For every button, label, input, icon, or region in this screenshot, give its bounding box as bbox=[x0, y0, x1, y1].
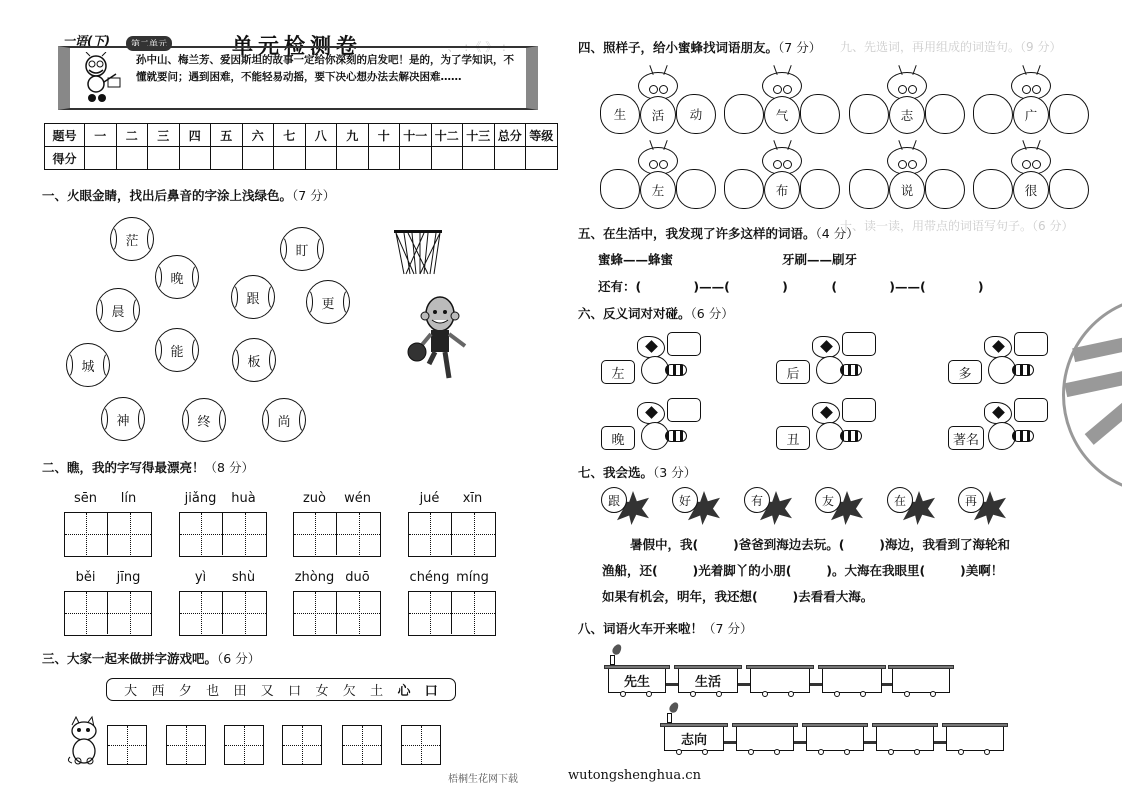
left-flower[interactable] bbox=[973, 169, 1013, 209]
section1-title-text: 一、火眼金睛，找出后鼻音的字涂上浅绿色。 bbox=[42, 188, 293, 203]
column-header: 等级 bbox=[526, 124, 558, 147]
example-word-2: 牙刷——刷牙 bbox=[782, 252, 858, 267]
train-word bbox=[876, 727, 934, 751]
column-header: 总分 bbox=[494, 124, 526, 147]
bee-body-char: 气 bbox=[764, 96, 800, 134]
bleed-through-text: · 、 ：《 》 ： bbox=[440, 40, 514, 54]
basketball-char[interactable] bbox=[280, 227, 324, 271]
raccoon-icon bbox=[812, 402, 840, 424]
left-flower[interactable]: 生 bbox=[600, 94, 640, 134]
train-car[interactable] bbox=[946, 723, 1004, 753]
character-box[interactable] bbox=[401, 725, 441, 765]
column-header: 五 bbox=[211, 124, 243, 147]
bee-body-char: 很 bbox=[1013, 171, 1049, 209]
train-word bbox=[736, 727, 794, 751]
writing-grid[interactable] bbox=[408, 591, 496, 636]
left-flower[interactable] bbox=[973, 94, 1013, 134]
section6-title bbox=[578, 304, 734, 322]
antonym-answer-box[interactable] bbox=[842, 398, 876, 422]
right-flower[interactable] bbox=[925, 169, 965, 209]
train-car[interactable] bbox=[822, 665, 882, 695]
score-cell[interactable] bbox=[431, 147, 463, 170]
score-cell[interactable] bbox=[179, 147, 211, 170]
score-cell[interactable] bbox=[116, 147, 148, 170]
train-car[interactable] bbox=[876, 723, 934, 753]
train-word: 生活 bbox=[678, 669, 738, 693]
section7-title bbox=[578, 463, 696, 481]
antonym-pair bbox=[948, 396, 1058, 452]
score-cell[interactable] bbox=[463, 147, 495, 170]
word-choice[interactable] bbox=[958, 487, 1018, 529]
bee-word-group bbox=[849, 72, 965, 144]
left-flower[interactable] bbox=[849, 94, 889, 134]
page-title: 单元检测卷 bbox=[232, 33, 362, 58]
passage-line-2[interactable]: 渔船，还( )光着脚丫的小朋( )。大海在我眼里( )美啊！ bbox=[602, 563, 1004, 578]
train-word bbox=[946, 727, 1004, 751]
ball-char: 尚 bbox=[277, 411, 290, 430]
section2-points: （8 分） bbox=[204, 460, 254, 475]
radical: 田 bbox=[233, 684, 247, 699]
antonym-word: 左 bbox=[601, 360, 635, 384]
left-flower[interactable] bbox=[724, 169, 764, 209]
pinyin: běi bbox=[75, 570, 96, 585]
character-box[interactable] bbox=[282, 725, 322, 765]
character-box[interactable] bbox=[166, 725, 206, 765]
antonym-word: 多 bbox=[948, 360, 982, 384]
word-choice[interactable] bbox=[887, 487, 947, 529]
section4-title bbox=[578, 38, 821, 56]
bee-word-group bbox=[600, 147, 716, 219]
bee-word-group bbox=[849, 147, 965, 219]
column-header: 三 bbox=[148, 124, 180, 147]
pinyin: lín bbox=[120, 491, 137, 506]
basketball-char[interactable] bbox=[66, 343, 110, 387]
pinyin: zhòng bbox=[294, 570, 335, 585]
coupler bbox=[794, 741, 806, 744]
bee-word-group bbox=[724, 147, 840, 219]
bleed-through-text: 九、先选词，再用组成的词造句。（9 分） bbox=[840, 40, 1062, 54]
score-cell[interactable] bbox=[526, 147, 558, 170]
coupler bbox=[666, 683, 678, 686]
ball-char: 更 bbox=[321, 293, 334, 312]
choice-char: 在 bbox=[887, 487, 913, 513]
word-choice[interactable] bbox=[815, 487, 875, 529]
radical: 心 bbox=[397, 684, 411, 699]
column-header: 一 bbox=[85, 124, 117, 147]
basketball-char[interactable] bbox=[110, 217, 154, 261]
question-number-label: 题号 bbox=[45, 124, 85, 147]
raccoon-icon bbox=[637, 336, 665, 358]
train-word bbox=[892, 669, 950, 693]
raccoon-icon bbox=[984, 402, 1012, 424]
pinyin: míng bbox=[456, 570, 489, 585]
right-flower[interactable]: 动 bbox=[676, 94, 716, 134]
antonym-answer-box[interactable] bbox=[842, 332, 876, 356]
antonym-word: 著名 bbox=[948, 426, 984, 450]
antonym-pair bbox=[601, 396, 711, 452]
pinyin-writing-group bbox=[64, 491, 152, 557]
antonym-pair bbox=[776, 330, 886, 386]
pinyin-writing-group bbox=[293, 491, 381, 557]
bee-body-char: 广 bbox=[1013, 96, 1049, 134]
choice-char: 跟 bbox=[601, 487, 627, 513]
word-choice[interactable] bbox=[672, 487, 732, 529]
basketball-hoop-icon bbox=[394, 230, 444, 276]
basketball-char[interactable] bbox=[101, 397, 145, 441]
bee-body-char: 说 bbox=[889, 171, 925, 209]
ball-char: 跟 bbox=[246, 288, 259, 307]
pinyin-writing-group bbox=[408, 570, 496, 636]
character-box[interactable] bbox=[224, 725, 264, 765]
train-word bbox=[806, 727, 864, 751]
ball-char: 晨 bbox=[111, 301, 124, 320]
radical: 口 bbox=[288, 684, 302, 699]
basketball-char[interactable] bbox=[96, 288, 140, 332]
score-table-header-row bbox=[45, 124, 558, 147]
writing-grid[interactable] bbox=[64, 512, 152, 557]
writing-grid[interactable] bbox=[293, 512, 381, 557]
score-cell[interactable] bbox=[211, 147, 243, 170]
right-flower[interactable] bbox=[925, 94, 965, 134]
column-header: 六 bbox=[242, 124, 274, 147]
bleed-through-text: 十、读一读，用带点的词语写句子。（6 分） bbox=[840, 219, 1074, 233]
raccoon-icon bbox=[984, 336, 1012, 358]
train-car[interactable] bbox=[608, 665, 666, 695]
raccoon-icon bbox=[812, 336, 840, 358]
basketball-char[interactable] bbox=[182, 398, 226, 442]
passage-line-1[interactable]: 暑假中，我( )爸爸到海边去玩。( )海边，我看到了海轮和 bbox=[630, 537, 1010, 552]
coupler bbox=[724, 741, 736, 744]
pinyin-writing-group bbox=[293, 570, 381, 636]
pinyin: yì bbox=[194, 570, 207, 585]
section4-points: （7 分） bbox=[778, 40, 822, 55]
footer-left-text: 梧桐生花网下载 bbox=[448, 774, 518, 785]
left-flower[interactable] bbox=[724, 94, 764, 134]
basketball-player-icon bbox=[405, 292, 475, 382]
radical: 口 bbox=[424, 684, 438, 699]
section8-points: （7 分） bbox=[703, 621, 753, 636]
train-car[interactable] bbox=[664, 723, 724, 753]
writing-grid[interactable] bbox=[408, 512, 496, 557]
basketball-char[interactable] bbox=[231, 275, 275, 319]
column-header: 十三 bbox=[463, 124, 495, 147]
pinyin: shù bbox=[231, 570, 256, 585]
bee-body-char: 布 bbox=[764, 171, 800, 209]
antonym-pair bbox=[948, 330, 1058, 386]
character-box[interactable] bbox=[107, 725, 147, 765]
ball-char: 晚 bbox=[170, 268, 183, 287]
pinyin: huà bbox=[231, 491, 256, 506]
column-header: 十 bbox=[368, 124, 400, 147]
section5-title-text: 五、在生活中，我发现了许多这样的词语。 bbox=[578, 226, 816, 241]
pinyin-writing-group bbox=[408, 491, 496, 557]
train-word: 先生 bbox=[608, 669, 666, 693]
ball-char: 能 bbox=[170, 341, 183, 360]
score-cell[interactable] bbox=[400, 147, 432, 170]
basketball-char[interactable] bbox=[155, 328, 199, 372]
writing-grid[interactable] bbox=[179, 512, 267, 557]
pinyin: jué bbox=[419, 491, 440, 506]
radical: 夕 bbox=[178, 684, 192, 699]
train-car[interactable] bbox=[806, 723, 864, 753]
writing-grid[interactable] bbox=[64, 591, 152, 636]
coupler bbox=[934, 741, 946, 744]
stamp-watermark bbox=[1062, 295, 1122, 495]
score-table bbox=[44, 123, 558, 170]
train-car[interactable] bbox=[892, 665, 950, 695]
fill-in-prompt[interactable]: 还有：( )——( ) ( )——( ) bbox=[598, 279, 984, 294]
section4-title-text: 四、照样子，给小蜜蜂找词语朋友。 bbox=[578, 40, 779, 55]
section3-title bbox=[42, 649, 260, 667]
section1-points: （7 分） bbox=[292, 188, 336, 203]
pinyin: wén bbox=[344, 491, 371, 506]
column-header: 十二 bbox=[431, 124, 463, 147]
radical: 也 bbox=[206, 684, 220, 699]
ball-char: 板 bbox=[247, 351, 260, 370]
basketball-char[interactable] bbox=[306, 280, 350, 324]
train-car[interactable] bbox=[736, 723, 794, 753]
word-choice[interactable] bbox=[601, 487, 661, 529]
score-label: 得分 bbox=[45, 147, 85, 170]
choice-char: 有 bbox=[744, 487, 770, 513]
antonym-word: 丑 bbox=[776, 426, 810, 450]
grade-label: 一语(下) bbox=[63, 34, 110, 48]
right-flower[interactable] bbox=[1049, 94, 1089, 134]
section6-points: （6 分） bbox=[690, 306, 734, 321]
word-choice[interactable] bbox=[744, 487, 804, 529]
ball-char: 神 bbox=[116, 410, 129, 429]
pinyin: jīng bbox=[116, 570, 141, 585]
raccoon-icon bbox=[637, 402, 665, 424]
bee-word-group bbox=[973, 72, 1089, 144]
ant-mascot-icon bbox=[76, 52, 128, 106]
train-car[interactable] bbox=[678, 665, 738, 695]
radical: 西 bbox=[151, 684, 165, 699]
score-cell[interactable] bbox=[85, 147, 117, 170]
antonym-answer-box[interactable] bbox=[1014, 332, 1048, 356]
section1-title bbox=[42, 186, 335, 204]
column-header: 四 bbox=[179, 124, 211, 147]
section2-title-text: 二、瞧，我的字写得最漂亮！ bbox=[42, 460, 205, 475]
character-box[interactable] bbox=[342, 725, 382, 765]
coupler bbox=[810, 683, 822, 686]
right-flower[interactable] bbox=[1049, 169, 1089, 209]
basketball-char[interactable] bbox=[155, 255, 199, 299]
antonym-answer-box[interactable] bbox=[667, 398, 701, 422]
chimney-icon bbox=[610, 655, 615, 665]
train-car[interactable] bbox=[750, 665, 810, 695]
writing-grid[interactable] bbox=[179, 591, 267, 636]
intro-text: 孙中山、梅兰芳、爱因斯坦的故事一定给你深刻的启发吧！是的，为了学知识，不懂就要问；遇到困难，不能轻易动摇，要下决心想办法去解决困难…… bbox=[136, 54, 514, 83]
score-cell[interactable] bbox=[148, 147, 180, 170]
antonym-word: 晚 bbox=[601, 426, 635, 450]
choice-char: 友 bbox=[815, 487, 841, 513]
column-header: 二 bbox=[116, 124, 148, 147]
section3-title-text: 三、大家一起来做拼字游戏吧。 bbox=[42, 651, 218, 666]
antonym-pair bbox=[601, 330, 711, 386]
choice-char: 好 bbox=[672, 487, 698, 513]
chimney-icon bbox=[667, 713, 672, 723]
section5-points: （4 分） bbox=[815, 226, 859, 241]
intro-box bbox=[58, 46, 538, 110]
radical: 欠 bbox=[342, 684, 356, 699]
bee-body-char: 活 bbox=[640, 96, 676, 134]
right-flower[interactable] bbox=[676, 169, 716, 209]
bee-word-group bbox=[724, 72, 840, 144]
pinyin-writing-group bbox=[64, 570, 152, 636]
score-cell[interactable] bbox=[494, 147, 526, 170]
bee-body-char: 左 bbox=[640, 171, 676, 209]
section8-title bbox=[578, 619, 752, 637]
score-cell[interactable] bbox=[337, 147, 369, 170]
choice-char: 再 bbox=[958, 487, 984, 513]
ball-char: 盯 bbox=[295, 240, 308, 259]
unit-badge: 第二单元 bbox=[126, 36, 172, 51]
footer-site[interactable]: wutongshenghua.cn bbox=[568, 768, 701, 783]
pinyin: zuò bbox=[302, 491, 327, 506]
cat-mascot-icon bbox=[64, 715, 104, 765]
right-flower[interactable] bbox=[800, 169, 840, 209]
left-flower[interactable] bbox=[600, 169, 640, 209]
coupler bbox=[882, 683, 892, 686]
score-cell[interactable] bbox=[242, 147, 274, 170]
writing-grid[interactable] bbox=[293, 591, 381, 636]
column-header: 十一 bbox=[400, 124, 432, 147]
section6-title-text: 六、反义词对对碰。 bbox=[578, 306, 691, 321]
antonym-pair bbox=[776, 396, 886, 452]
basketball-char[interactable] bbox=[262, 398, 306, 442]
bee-word-group bbox=[600, 72, 716, 144]
right-flower[interactable] bbox=[800, 94, 840, 134]
score-cell[interactable] bbox=[274, 147, 306, 170]
section7-title-text: 七、我会选。 bbox=[578, 465, 654, 480]
ball-char: 城 bbox=[81, 356, 94, 375]
column-header: 八 bbox=[305, 124, 337, 147]
radical: 又 bbox=[260, 684, 274, 699]
radical: 大 bbox=[124, 684, 138, 699]
passage-line-3[interactable]: 如果有机会，明年，我还想( )去看看大海。 bbox=[602, 589, 874, 604]
example-word-1: 蜜蜂——蜂蜜 bbox=[598, 252, 674, 267]
bee-word-group bbox=[973, 147, 1089, 219]
antonym-answer-box[interactable] bbox=[1014, 398, 1048, 422]
train-word: 志向 bbox=[664, 727, 724, 751]
score-cell[interactable] bbox=[305, 147, 337, 170]
section2-title bbox=[42, 458, 254, 476]
pinyin: duō bbox=[345, 570, 370, 585]
coupler bbox=[864, 741, 876, 744]
ball-char: 茫 bbox=[125, 230, 138, 249]
radical: 土 bbox=[370, 684, 384, 699]
pinyin: chéng bbox=[409, 570, 450, 585]
radicals-box bbox=[106, 678, 456, 701]
score-cell[interactable] bbox=[368, 147, 400, 170]
pinyin: xīn bbox=[462, 491, 483, 506]
basketball-char[interactable] bbox=[232, 338, 276, 382]
section7-points: （3 分） bbox=[653, 465, 697, 480]
train-word bbox=[750, 669, 810, 693]
section3-points: （6 分） bbox=[217, 651, 261, 666]
antonym-word: 后 bbox=[776, 360, 810, 384]
pinyin-writing-group bbox=[179, 570, 267, 636]
pinyin-writing-group bbox=[179, 491, 267, 557]
bee-body-char: 志 bbox=[889, 96, 925, 134]
column-header: 九 bbox=[337, 124, 369, 147]
pinyin: jiǎng bbox=[184, 491, 217, 506]
ball-char: 终 bbox=[197, 411, 210, 430]
radical: 女 bbox=[315, 684, 329, 699]
score-table-score-row bbox=[45, 147, 558, 170]
section8-title-text: 八、词语火车开来啦！ bbox=[578, 621, 704, 636]
pinyin: sēn bbox=[73, 491, 97, 506]
left-flower[interactable] bbox=[849, 169, 889, 209]
column-header: 七 bbox=[274, 124, 306, 147]
section5-title bbox=[578, 224, 859, 242]
train-word bbox=[822, 669, 882, 693]
antonym-answer-box[interactable] bbox=[667, 332, 701, 356]
coupler bbox=[738, 683, 750, 686]
